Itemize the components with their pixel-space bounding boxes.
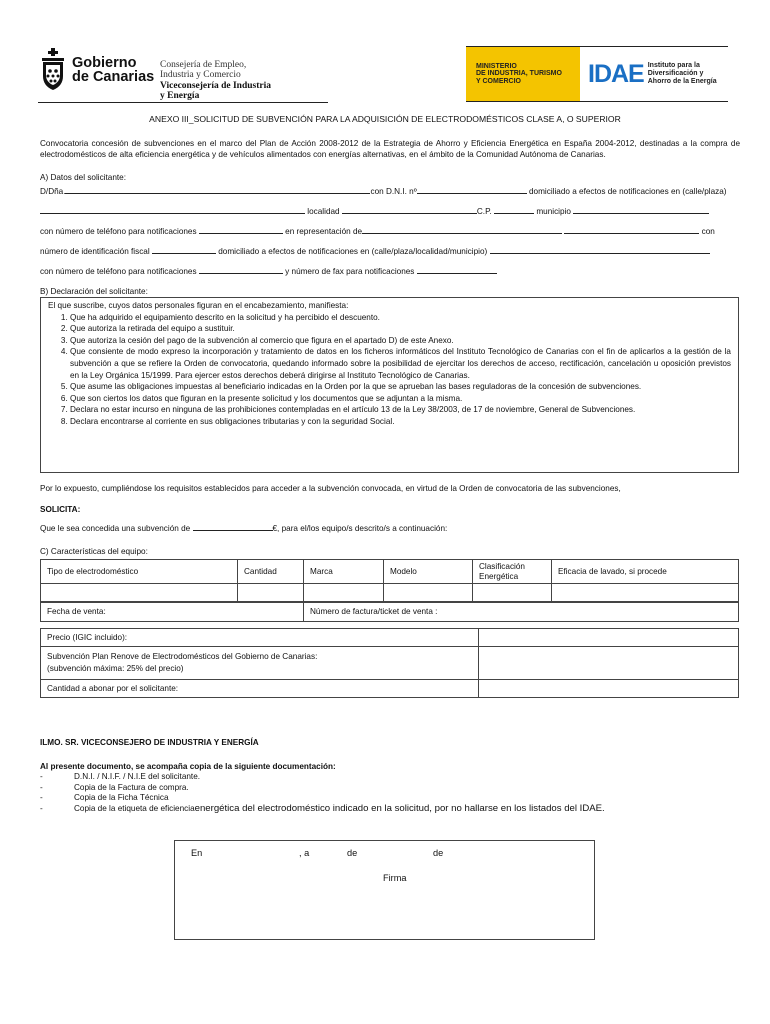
- dni-field[interactable]: [417, 186, 527, 194]
- ministerio-line-3: Y COMERCIO: [476, 77, 521, 85]
- ministerio-logo: [466, 47, 580, 101]
- declaration-item: 6. Que son ciertos los datos que figuran en la presente solicitud y los documentos que se adjuntan a la misma.: [70, 393, 731, 405]
- section-a-row-1: [40, 186, 740, 197]
- cantidad-abonar-label-cell: Cantidad a abonar por el solicitante:: [41, 680, 479, 698]
- declaration-item: 5. Que asume las obligaciones impuestas al beneficiario indicadas en la Orden por la que se aprueban las bases reguladoras de la concesión de subvenciones.: [70, 381, 731, 393]
- fecha-venta-cell[interactable]: Fecha de venta:: [41, 602, 304, 622]
- representacion-field-2[interactable]: [564, 226, 699, 234]
- gobierno-line-1: Gobierno: [72, 55, 137, 71]
- declaration-item: 4. Que consiente de modo expreso la incorporación y tratamiento de datos en los ficheros informáticos del Instituto Tecnológico de Canarias con el fin de aplicarlos a la gestión de la subvención a que se refiere la Orden de convocatoria, quedando informado sobre la posibilidad de ejercitar los derechos de acceso, rectificación, cancelación u oposición previstos en la Ley Orgánica 15/1999. Para ejercer estos derechos deberá dirigirse al Instituto Tecnológico de Canarias.: [70, 346, 731, 381]
- viceconsejeria-line-2: y Energía: [160, 91, 200, 101]
- idae-wordmark: IDAE: [588, 59, 644, 88]
- documentation-item-tail: energética del electrodoméstico indicado en la solicitud, por no hallarse en los listados del IDAE.: [194, 802, 605, 814]
- section-a-row-4: [40, 246, 740, 257]
- equipment-data-row: [41, 584, 739, 603]
- localidad-label: localidad: [307, 207, 340, 216]
- declaration-list: [48, 312, 731, 428]
- header-divider: [38, 102, 328, 103]
- calle-field[interactable]: [40, 206, 305, 214]
- fax-label: y número de fax para notificaciones: [285, 267, 415, 276]
- declaration-item: 3. Que autoriza la cesión del pago de la subvención al comercio que figura en el apartado D) de este Anexo.: [70, 335, 731, 347]
- clasificacion-cell[interactable]: [473, 584, 552, 603]
- subvencion-amount-field[interactable]: [193, 523, 273, 531]
- documentation-item: - Copia de la Ficha Técnica: [40, 793, 169, 803]
- solicita-heading: SOLICITA:: [40, 505, 81, 514]
- header-modelo: Modelo: [384, 560, 473, 584]
- subvencion-row: [41, 647, 739, 680]
- subvencion-plan-label: Subvención Plan Renove de Electrodomésticos del Gobierno de Canarias:: [47, 651, 318, 661]
- nif-label: número de identificación fiscal: [40, 247, 150, 256]
- documentation-item-text: Copia de la Ficha Técnica: [74, 793, 169, 803]
- firma-de1-label: de: [347, 848, 358, 858]
- telefono2-field[interactable]: [199, 266, 283, 274]
- header-cantidad: Cantidad: [238, 560, 304, 584]
- localidad-field[interactable]: [342, 206, 477, 214]
- municipio-label: municipio: [536, 207, 571, 216]
- numero-factura-cell[interactable]: Número de factura/ticket de venta :: [304, 602, 739, 622]
- subvencion-value-cell[interactable]: [479, 647, 739, 680]
- ministerio-line-2: DE INDUSTRIA, TURISMO: [476, 70, 562, 78]
- precio-label-cell: Precio (IGIC incluido):: [41, 629, 479, 647]
- dni-label: con D.N.I. nº: [370, 187, 417, 196]
- header-eficacia: Eficacia de lavado, si procede: [552, 560, 739, 584]
- firma-de2-label: de: [433, 848, 444, 858]
- precio-row: [41, 629, 739, 647]
- sale-row: [41, 602, 739, 622]
- signature-box[interactable]: [174, 840, 595, 940]
- tipo-cell[interactable]: [41, 584, 238, 603]
- expuesto-paragraph: Por lo expuesto, cumpliéndose los requisitos establecidos para acceder a la subvención convocada, en virtud de la Orden de convocatoria de las subvenciones,: [40, 484, 621, 493]
- documentation-item-text: Copia de la Factura de compra.: [74, 782, 189, 792]
- header-marca: Marca: [304, 560, 384, 584]
- dona-field[interactable]: [65, 186, 370, 194]
- dona-label: D/Dña.: [40, 187, 66, 196]
- marca-cell[interactable]: [304, 584, 384, 603]
- fax-field[interactable]: [417, 266, 497, 274]
- section-a-row-3: [40, 226, 740, 237]
- documentation-item-text: D.N.I. / N.I.F. / N.I.E del solicitante.: [74, 772, 201, 782]
- cp-label: C.P.: [476, 207, 492, 216]
- telefono-label: con número de teléfono para notificaciones: [40, 227, 197, 236]
- eficacia-cell[interactable]: [552, 584, 739, 603]
- subvencion-max-label: (subvención máxima: 25% del precio): [47, 664, 184, 673]
- sale-table: [40, 601, 739, 622]
- consejeria-line-2: Industria y Comercio: [160, 70, 241, 80]
- firma-en-label: En: [191, 848, 203, 858]
- viceconsejeria-line-1: Viceconsejería de Industria: [160, 81, 271, 91]
- declaration-item: 8. Declara encontrarse al corriente en sus obligaciones tributarias y con la seguridad Social.: [70, 416, 731, 428]
- section-a-heading: A) Datos del solicitante:: [40, 173, 127, 182]
- domiciliado2-label: domiciliado a efectos de notificaciones en (calle/plaza/localidad/municipio): [218, 247, 488, 256]
- documentation-item-text: Copia de la etiqueta de eficiencia: [74, 803, 195, 813]
- idae-text-line-3: Ahorro de la Energía: [647, 78, 717, 85]
- ministerio-line-1: MINISTERIO: [476, 62, 517, 70]
- equipment-table: [40, 559, 739, 603]
- gobierno-line-2: de Canarias: [72, 69, 155, 85]
- intro-paragraph: Convocatoria concesión de subvenciones en el marco del Plan de Acción 2008-2012 de la Estrategia de Ahorro y Eficiencia Energética en España 2004-2012, destinadas a la compra de electrodomésticos de alta eficiencia energética y de vehículos alimentados con energías alternativas, en el ámbito de la Comunidad Autónoma de Canarias.: [40, 139, 740, 160]
- cp-field[interactable]: [494, 206, 534, 214]
- municipio-field[interactable]: [573, 206, 709, 214]
- cantidad-abonar-row: [41, 680, 739, 698]
- section-b-heading: B) Declaración del solicitante:: [40, 287, 148, 296]
- idae-text-line-2: Diversificación y: [647, 70, 704, 77]
- declaration-item: 2. Que autoriza la retirada del equipo a sustituir.: [70, 323, 731, 335]
- cantidad-abonar-value-cell[interactable]: [479, 680, 739, 698]
- nif-field[interactable]: [152, 246, 216, 254]
- documentation-heading: Al presente documento, se acompaña copia de la siguiente documentación:: [40, 762, 336, 771]
- solicita-text-b: €, para el/los equipo/s descrito/s a continuación:: [272, 524, 448, 533]
- gobierno-canarias-header: [38, 46, 288, 102]
- section-a-row-5: [40, 266, 740, 277]
- header-tipo: Tipo de electrodoméstico: [41, 560, 238, 584]
- solicita-text-a: Que le sea concedida una subvención de: [40, 524, 191, 533]
- price-table: [40, 628, 739, 698]
- documentation-section: [40, 762, 740, 814]
- telefono-field[interactable]: [199, 226, 283, 234]
- declaration-item: 7. Declara no estar incurso en ninguna de las prohibiciones contempladas en el artículo 13 de la Ley 38/2003, de 17 de noviembre, General de Subvenciones.: [70, 404, 731, 416]
- consejeria-line-1: Consejería de Empleo,: [160, 60, 247, 70]
- declaration-intro: El que suscribe, cuyos datos personales figuran en el encabezamiento, manifiesta:: [48, 301, 349, 310]
- ministerio-idae-header: [466, 46, 728, 102]
- telefono2-label: con número de teléfono para notificaciones: [40, 267, 197, 276]
- document-title: ANEXO III_SOLICITUD DE SUBVENCIÓN PARA LA ADQUISICIÓN DE ELECTRODOMÉSTICOS CLASE A, O SUPERIOR: [149, 114, 621, 124]
- representacion-field[interactable]: [362, 226, 562, 234]
- viceconsejeria-name: [160, 81, 271, 101]
- subvencion-label-cell: [41, 647, 479, 680]
- domiciliado2-field[interactable]: [490, 246, 710, 254]
- documentation-item: - Copia de la Factura de compra.: [40, 782, 189, 792]
- cantidad-cell[interactable]: [238, 584, 304, 603]
- modelo-cell[interactable]: [384, 584, 473, 603]
- header-clasificacion: Clasificación Energética: [473, 560, 552, 584]
- solicita-row: [40, 523, 740, 534]
- section-a-row-2: [40, 206, 740, 217]
- coat-of-arms-icon: [38, 46, 68, 92]
- con-label: con: [701, 227, 715, 236]
- declaration-item: 1. Que ha adquirido el equipamiento descrito en la solicitud y ha percibido el descuento.: [70, 312, 731, 324]
- representacion-label: en representación de: [285, 227, 363, 236]
- idae-logo: [580, 47, 728, 101]
- equipment-header-row: [41, 560, 739, 584]
- idae-text-line-1: Instituto para la: [647, 62, 700, 69]
- consejeria-name: [160, 60, 246, 80]
- declaration-box: [40, 297, 739, 473]
- firma-label: Firma: [383, 873, 407, 883]
- section-c-heading: C) Características del equipo:: [40, 547, 148, 556]
- precio-value-cell[interactable]: [479, 629, 739, 647]
- destinatario: ILMO. SR. VICECONSEJERO DE INDUSTRIA Y ENERGÍA: [40, 738, 259, 747]
- firma-a-label: , a: [299, 848, 310, 858]
- documentation-item: - D.N.I. / N.I.F. / N.I.E del solicitante.: [40, 772, 201, 782]
- gobierno-name: [72, 56, 154, 84]
- documentation-item: - Copia de la etiqueta de eficiencia energética del electrodoméstico indicado en la solicitud, por no hallarse en los listados del IDAE.: [40, 802, 605, 814]
- domiciliado-label: domiciliado a efectos de notificaciones en (calle/plaza): [528, 187, 727, 196]
